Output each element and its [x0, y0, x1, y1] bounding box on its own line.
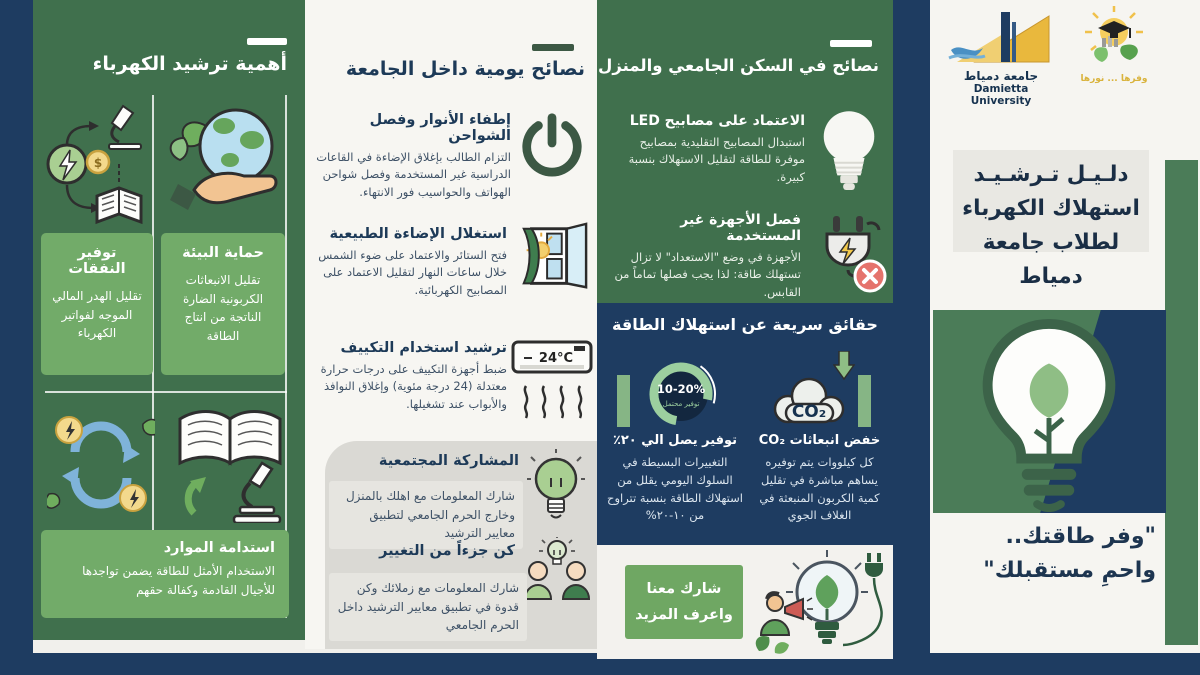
accent-bar [617, 375, 630, 427]
community-card [325, 441, 597, 649]
daily-tip-3 [313, 340, 507, 413]
awareness-illustration [749, 547, 889, 657]
side-accent-strip [1165, 160, 1198, 645]
campaign-logo [1078, 6, 1150, 84]
card-title: حماية البيئة [182, 245, 264, 261]
card-title: استدامة الموارد [163, 540, 275, 556]
quote-text [940, 520, 1162, 588]
housing-tips-panel [597, 0, 893, 303]
quote-line-2: واحمِ مستقبلك" [983, 558, 1156, 584]
heading-dash [532, 44, 574, 51]
card-body: تقليل الانبعاثات الكربونية الضارة الناتجة من انتاج الطاقة [182, 273, 264, 343]
ac-temp-label: 24°C [538, 351, 574, 366]
guide-title-line-3: لطلاب جامعة دمياط [982, 230, 1120, 289]
green-bulb-icon [527, 449, 585, 525]
led-bulb-icon [814, 106, 884, 201]
housing-tip-2 [607, 212, 801, 301]
housing-heading: نصائح في السكن الجامعي والمنزل [598, 56, 879, 75]
co2-text: CO₂ [791, 402, 827, 422]
fact-saving [605, 433, 745, 525]
community-title-1: المشاركة المجتمعية [378, 453, 519, 469]
divider-band [893, 0, 930, 675]
facts-heading: حقائق سريعة عن استهلاك الطاقة [612, 315, 878, 334]
daily-tip-2 [313, 226, 507, 299]
campaign-slogan: وفرها ... نورها [1080, 74, 1148, 84]
community-body-1: شارك المعلومات مع اهلك بالمنزل وخارج الحرم الجامعي لتطبيق معايير الترشيد [329, 481, 523, 549]
damietta-university-logo [945, 10, 1057, 107]
air-conditioner-icon [510, 336, 594, 422]
card-title: توفير النفقات [68, 245, 126, 277]
tip-body: استبدال المصابيح التقليدية بمصابيح موفرة للطاقة لتقليل الاستهلاك بنسبة كبيرة. [628, 135, 805, 184]
expenses-card [41, 233, 153, 375]
divider [45, 391, 287, 393]
window-sunlight-icon [512, 222, 590, 294]
energy-facts-panel [597, 303, 893, 545]
environment-card [161, 233, 285, 375]
importance-panel [33, 0, 305, 640]
university-name-ar: جامعة دمياط [963, 69, 1039, 83]
community-title-2: كن جزءاً من التغيير [379, 543, 515, 559]
university-name-en: Damietta University [970, 83, 1032, 107]
down-arrow-icon [833, 351, 855, 381]
tip-title: فصل الأجهزة غير المستخدمة [680, 212, 801, 244]
tip-body: الأجهزة في وضع "الاستعداد" لا تزال تستهلك طاقة: لذا يجب فصلها تماماً من القابس. [614, 250, 801, 299]
gauge-value-text: 10-20% [656, 382, 706, 396]
guide-title-card [953, 150, 1149, 289]
cta-panel [597, 545, 893, 659]
share-learn-more-button[interactable] [625, 565, 743, 639]
daily-heading: نصائح يومية داخل الجامعة [345, 58, 585, 80]
leaf-bulb-icon [969, 314, 1129, 512]
housing-tip-1 [607, 113, 805, 186]
button-line-1: شارك معنا [646, 580, 722, 597]
power-icon [517, 110, 587, 180]
fact-body: التغييرات البسيطة في السلوك اليومي يقلل من استهلاك الطاقة بنسبة تتراوح من ١٠-٢٠% [607, 455, 743, 523]
fact-body: كل كيلووات يتم توفيره يساهم مباشرة في تقليل كمية الكربون المنبعثة في الغلاف الجوي [759, 455, 880, 523]
fact-title: توفير يصل الي ٢٠٪ [612, 433, 738, 448]
community-body-2: شارك المعلومات مع زملائك وكن قدوة في تطبيق معايير الترشيد داخل الحرم الجامعي [329, 573, 527, 641]
daily-tip-1 [313, 112, 511, 201]
book-microscope-icon [166, 405, 291, 523]
guide-title-line-1: دلـيـل تـرشـيـد [973, 162, 1129, 187]
button-line-2: واعرف المزيد [635, 607, 733, 623]
daily-tips-panel [305, 0, 597, 649]
tip-body: فتح الستائر والاعتماد على ضوء الشمس خلال ساعات النهار لتقليل الاعتماد على المصابيح الكهربائية. [318, 248, 507, 297]
tip-body: ضبط أجهزة التكييف على درجات حرارة معتدلة (24 درجة مئوية) وإغلاق النوافذ والأبواب عند تشغيلها. [320, 362, 507, 411]
unplug-icon [809, 212, 889, 297]
accent-bar [858, 375, 871, 427]
bulb-artwork [933, 310, 1166, 513]
fact-emissions [752, 433, 887, 525]
cover-panel [930, 0, 1200, 653]
card-body: تقليل الهدر المالي الموجه لفواتير الكهرباء [52, 289, 142, 341]
svg-text:$: $ [93, 156, 103, 170]
tip-title: استغلال الإضاءة الطبيعية [329, 226, 507, 242]
tip-title: إطفاء الأنوار وفصل الشواحن [369, 112, 511, 144]
quote-line-1: "وفر طاقتك.. [1005, 524, 1156, 549]
left-edge-band [0, 0, 33, 675]
recycle-energy-icon [47, 408, 155, 520]
energy-savings-icon [41, 100, 149, 228]
card-body: الاستخدام الأمثل للطاقة يضمن تواجدها للأجيال القادمة وكفالة حقهم [82, 564, 275, 597]
tip-title: ترشيد استخدام التكييف [340, 340, 507, 356]
savings-gauge [643, 356, 719, 432]
heading-dash [247, 38, 287, 45]
fact-title: خفض انبعاثات CO₂ [758, 433, 881, 448]
tip-body: التزام الطالب بإغلاق الإضاءة في القاعات الدراسية غير المستخدمة وفصل شواحن الهواتف والحواسيب فور الانتهاء. [316, 150, 511, 199]
hand-globe-icon [160, 98, 285, 223]
sustainability-card [41, 530, 289, 618]
importance-heading: أهمية ترشيد الكهرباء [92, 53, 287, 75]
gauge-label-text: توفير محتمل [662, 400, 700, 408]
people-idea-icon [521, 537, 593, 601]
tip-title: الاعتماد على مصابيح LED [629, 113, 805, 129]
guide-title-line-2: استهلاك الكهرباء [962, 196, 1140, 221]
heading-dash [830, 40, 872, 47]
